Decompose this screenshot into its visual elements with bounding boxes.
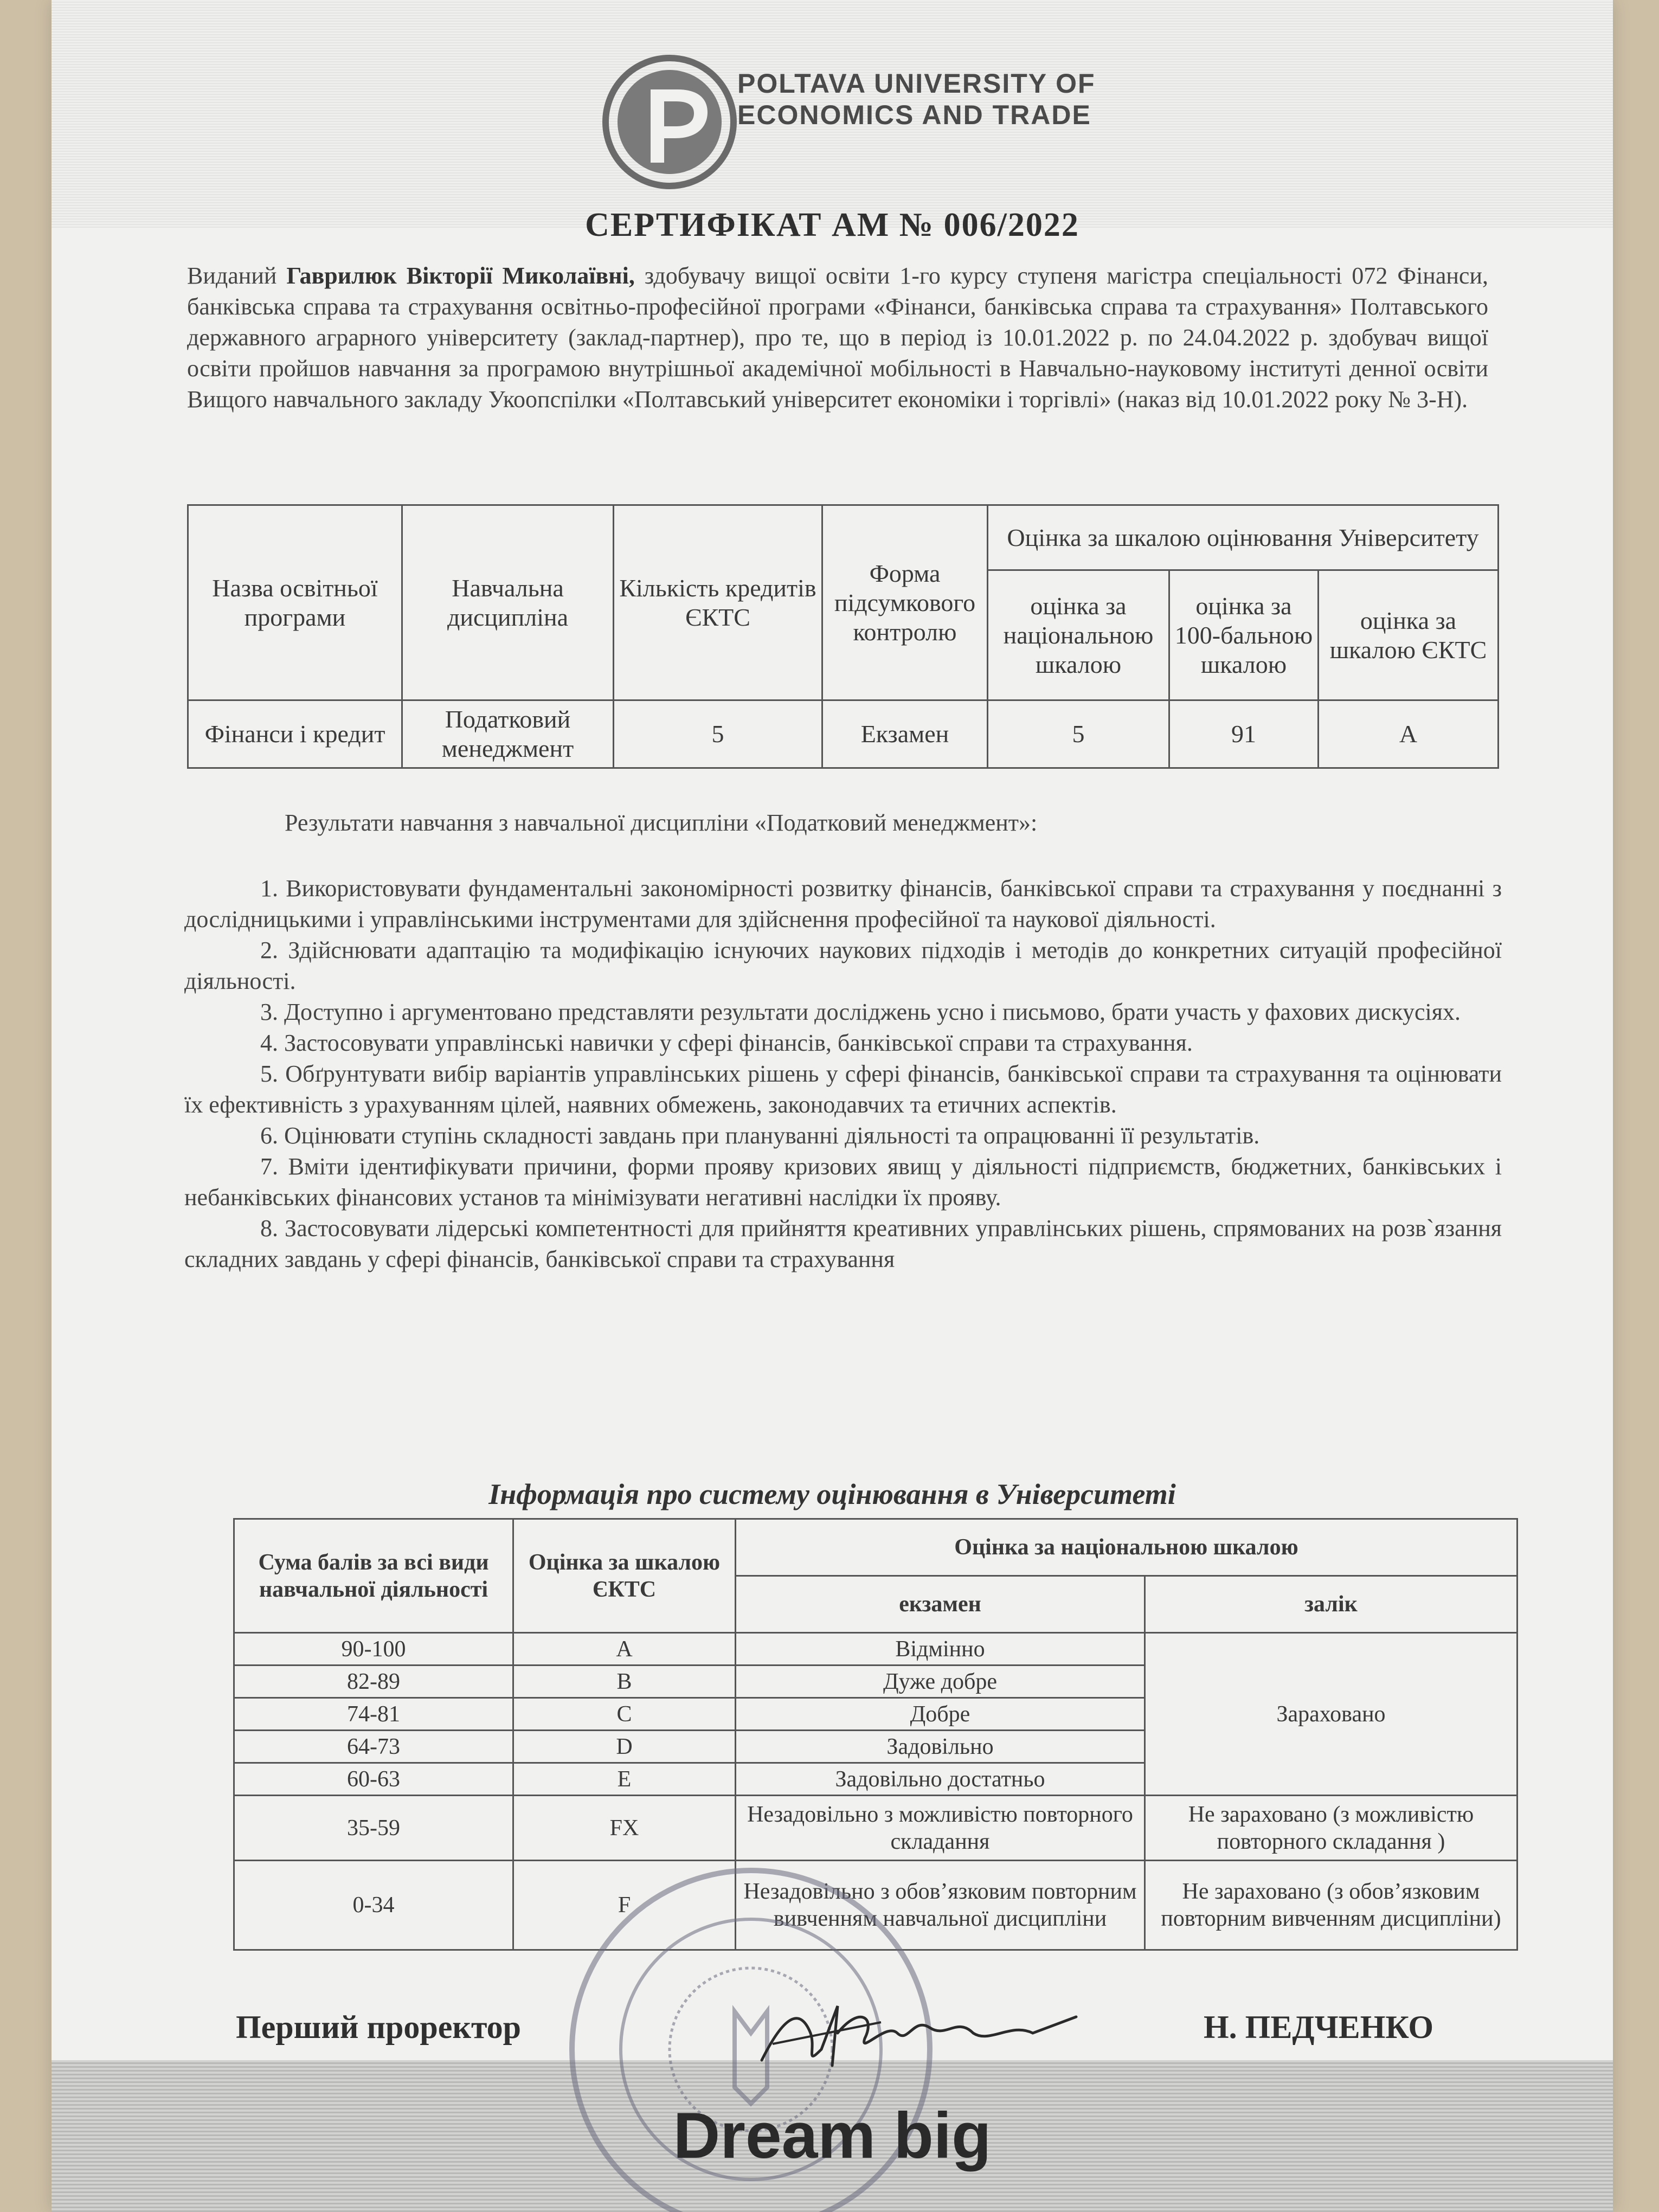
header-credits: Кількість кредитів ЄКТС (614, 505, 822, 700)
list-item: 4. Застосовувати управлінські навички у сфері фінансів, банківської справи та страхування. (260, 1030, 1193, 1056)
university-brand (737, 68, 1096, 131)
table-row (234, 1796, 1517, 1861)
brand-line-2: ECONOMICS AND TRADE (737, 100, 1091, 130)
list-item: 2. Здійснювати адаптацію та модифікацію існуючих наукових підходів і методів до конкретних ситуацій професійної діяльності. (184, 937, 1502, 994)
certificate-title: СЕРТИФІКАТ АМ № 006/2022 (585, 207, 1079, 243)
cell-ects: D (513, 1731, 736, 1763)
cell-exam: Добре (736, 1698, 1145, 1731)
certificate-intro (187, 260, 1488, 415)
list-item: 3. Доступно і аргументовано представляти результати досліджень усно і письмово, брати участь у фахових дискусіях. (260, 999, 1461, 1025)
header-sum: Сума балів за всі види навчальної діяльності (234, 1519, 513, 1633)
results-title: Результати навчання з навчальної дисципліни «Податковий менеджмент»: (285, 809, 1038, 836)
list-item: 8. Застосовувати лідерські компетентності для прийняття креативних управлінських рішень, спрямованих на розв`язання складних завдань у сфері фінансів, банківської справи та страхування (184, 1215, 1502, 1272)
cell-exam: Незадовільно з можливістю повторного складання (736, 1796, 1145, 1861)
cell-range: 60-63 (234, 1763, 513, 1796)
list-item: 1. Використовувати фундаментальні закономірності розвитку фінансів, банківської справи та страхування у поєднанні з дослідницькими і управлінськими інструментами для здійснення професійної та наукової діяльності. (184, 875, 1502, 933)
list-item: 5. Обґрунтувати вибір варіантів управлінських рішень у сфері фінансів, банківської справи та страхування та оцінювати їх ефективність з урахуванням цілей, наявних обмежень, законодавчих та етичних аспектів. (184, 1060, 1502, 1118)
recipient-name: Гаврилюк Вікторії Миколаївні, (286, 262, 635, 289)
list-item: 7. Вміти ідентифікувати причини, форми прояву кризових явищ у діяльності підприємств, бюджетних, банківських і небанківських фінансових установ та мінімізувати негативні наслідки їх прояву. (184, 1153, 1502, 1211)
header-grade-group: Оцінка за шкалою оцінювання Університету (988, 505, 1499, 570)
signer-role: Перший проректор (236, 2009, 522, 2045)
cell-ects: A (513, 1633, 736, 1666)
cell-range: 90-100 (234, 1633, 513, 1666)
brand-line-1: POLTAVA UNIVERSITY OF (737, 68, 1096, 99)
cell-exam: Задовільно (736, 1731, 1145, 1763)
cell-range: 35-59 (234, 1796, 513, 1861)
table-row (188, 700, 1499, 768)
cell-ects: FX (513, 1796, 736, 1861)
header-national-scale: Оцінка за національною шкалою (736, 1519, 1517, 1576)
cell-range: 74-81 (234, 1698, 513, 1731)
header-control: Форма підсумкового контролю (822, 505, 988, 700)
header-exam: екзамен (736, 1576, 1145, 1633)
cell-ects: B (513, 1666, 736, 1698)
header-hundred: оцінка за 100-бальною шкалою (1169, 570, 1319, 700)
cell-exam: Дуже добре (736, 1666, 1145, 1698)
handwritten-signature-icon (751, 1984, 1087, 2076)
header-ects: оцінка за шкалою ЄКТС (1319, 570, 1499, 700)
list-item: 6. Оцінювати ступінь складності завдань при плануванні діяльності та опрацюванні її результатів. (260, 1122, 1260, 1149)
grading-title: Інформація про систему оцінювання в Університеті (488, 1478, 1176, 1510)
table-row (234, 1633, 1517, 1666)
header-credit: залік (1145, 1576, 1517, 1633)
cell-exam: Незадовільно з обов’язковим повторним вивченням навчальної дисципліни (736, 1861, 1145, 1950)
cell-credits: 5 (614, 700, 822, 768)
cell-hundred: 91 (1169, 700, 1319, 768)
header-national: оцінка за національною шкалою (988, 570, 1169, 700)
footer-slogan: Dream big (673, 2099, 992, 2172)
cell-national: 5 (988, 700, 1169, 768)
cell-ects: F (513, 1861, 736, 1950)
intro-prefix: Виданий (187, 262, 287, 289)
cell-exam: Відмінно (736, 1633, 1145, 1666)
cell-discipline: Податковий менеджмент (402, 700, 614, 768)
cell-ects: C (513, 1698, 736, 1731)
learning-outcomes (184, 873, 1502, 1275)
signer-name: Н. ПЕДЧЕНКО (1204, 2009, 1434, 2045)
course-table (187, 504, 1499, 769)
cell-range: 0-34 (234, 1861, 513, 1950)
intro-body: здобувачу вищої освіти 1-го курсу ступеня магістра спеціальності 072 Фінанси, банківська справа та страхування освітньо-професійної програми «Фінанси, банківська справа та страхування» Полтавського державного аграрного університету (заклад-партнер), про те, що в період із 10.01.2022 р. по 24.04.2022 р. здобувач вищої освіти пройшов навчання за програмою внутрішньої академічної мобільності в Навчально-науковому інституті денної освіти Вищого навчального закладу Укоопспілки «Полтавський університет економіки і торгівлі» (наказ від 10.01.2022 року № 3-Н). (187, 262, 1489, 413)
cell-exam: Задовільно достатньо (736, 1763, 1145, 1796)
cell-range: 64-73 (234, 1731, 513, 1763)
header-program: Назва освітньої програми (188, 505, 402, 700)
cell-ects: E (513, 1763, 736, 1796)
cell-credit: Не зараховано (з можливістю повторного складання ) (1145, 1796, 1517, 1861)
university-logo-icon (599, 52, 740, 192)
header-ects-scale: Оцінка за шкалою ЄКТС (513, 1519, 736, 1633)
cell-range: 82-89 (234, 1666, 513, 1698)
cell-ects: А (1319, 700, 1499, 768)
cell-program: Фінанси і кредит (188, 700, 402, 768)
cell-passed: Зараховано (1145, 1633, 1517, 1796)
header-discipline: Навчальна дисципліна (402, 505, 614, 700)
cell-control: Екзамен (822, 700, 988, 768)
cell-credit: Не зараховано (з обов’язковим повторним вивченням дисципліни) (1145, 1861, 1517, 1950)
certificate-page (52, 0, 1613, 2212)
